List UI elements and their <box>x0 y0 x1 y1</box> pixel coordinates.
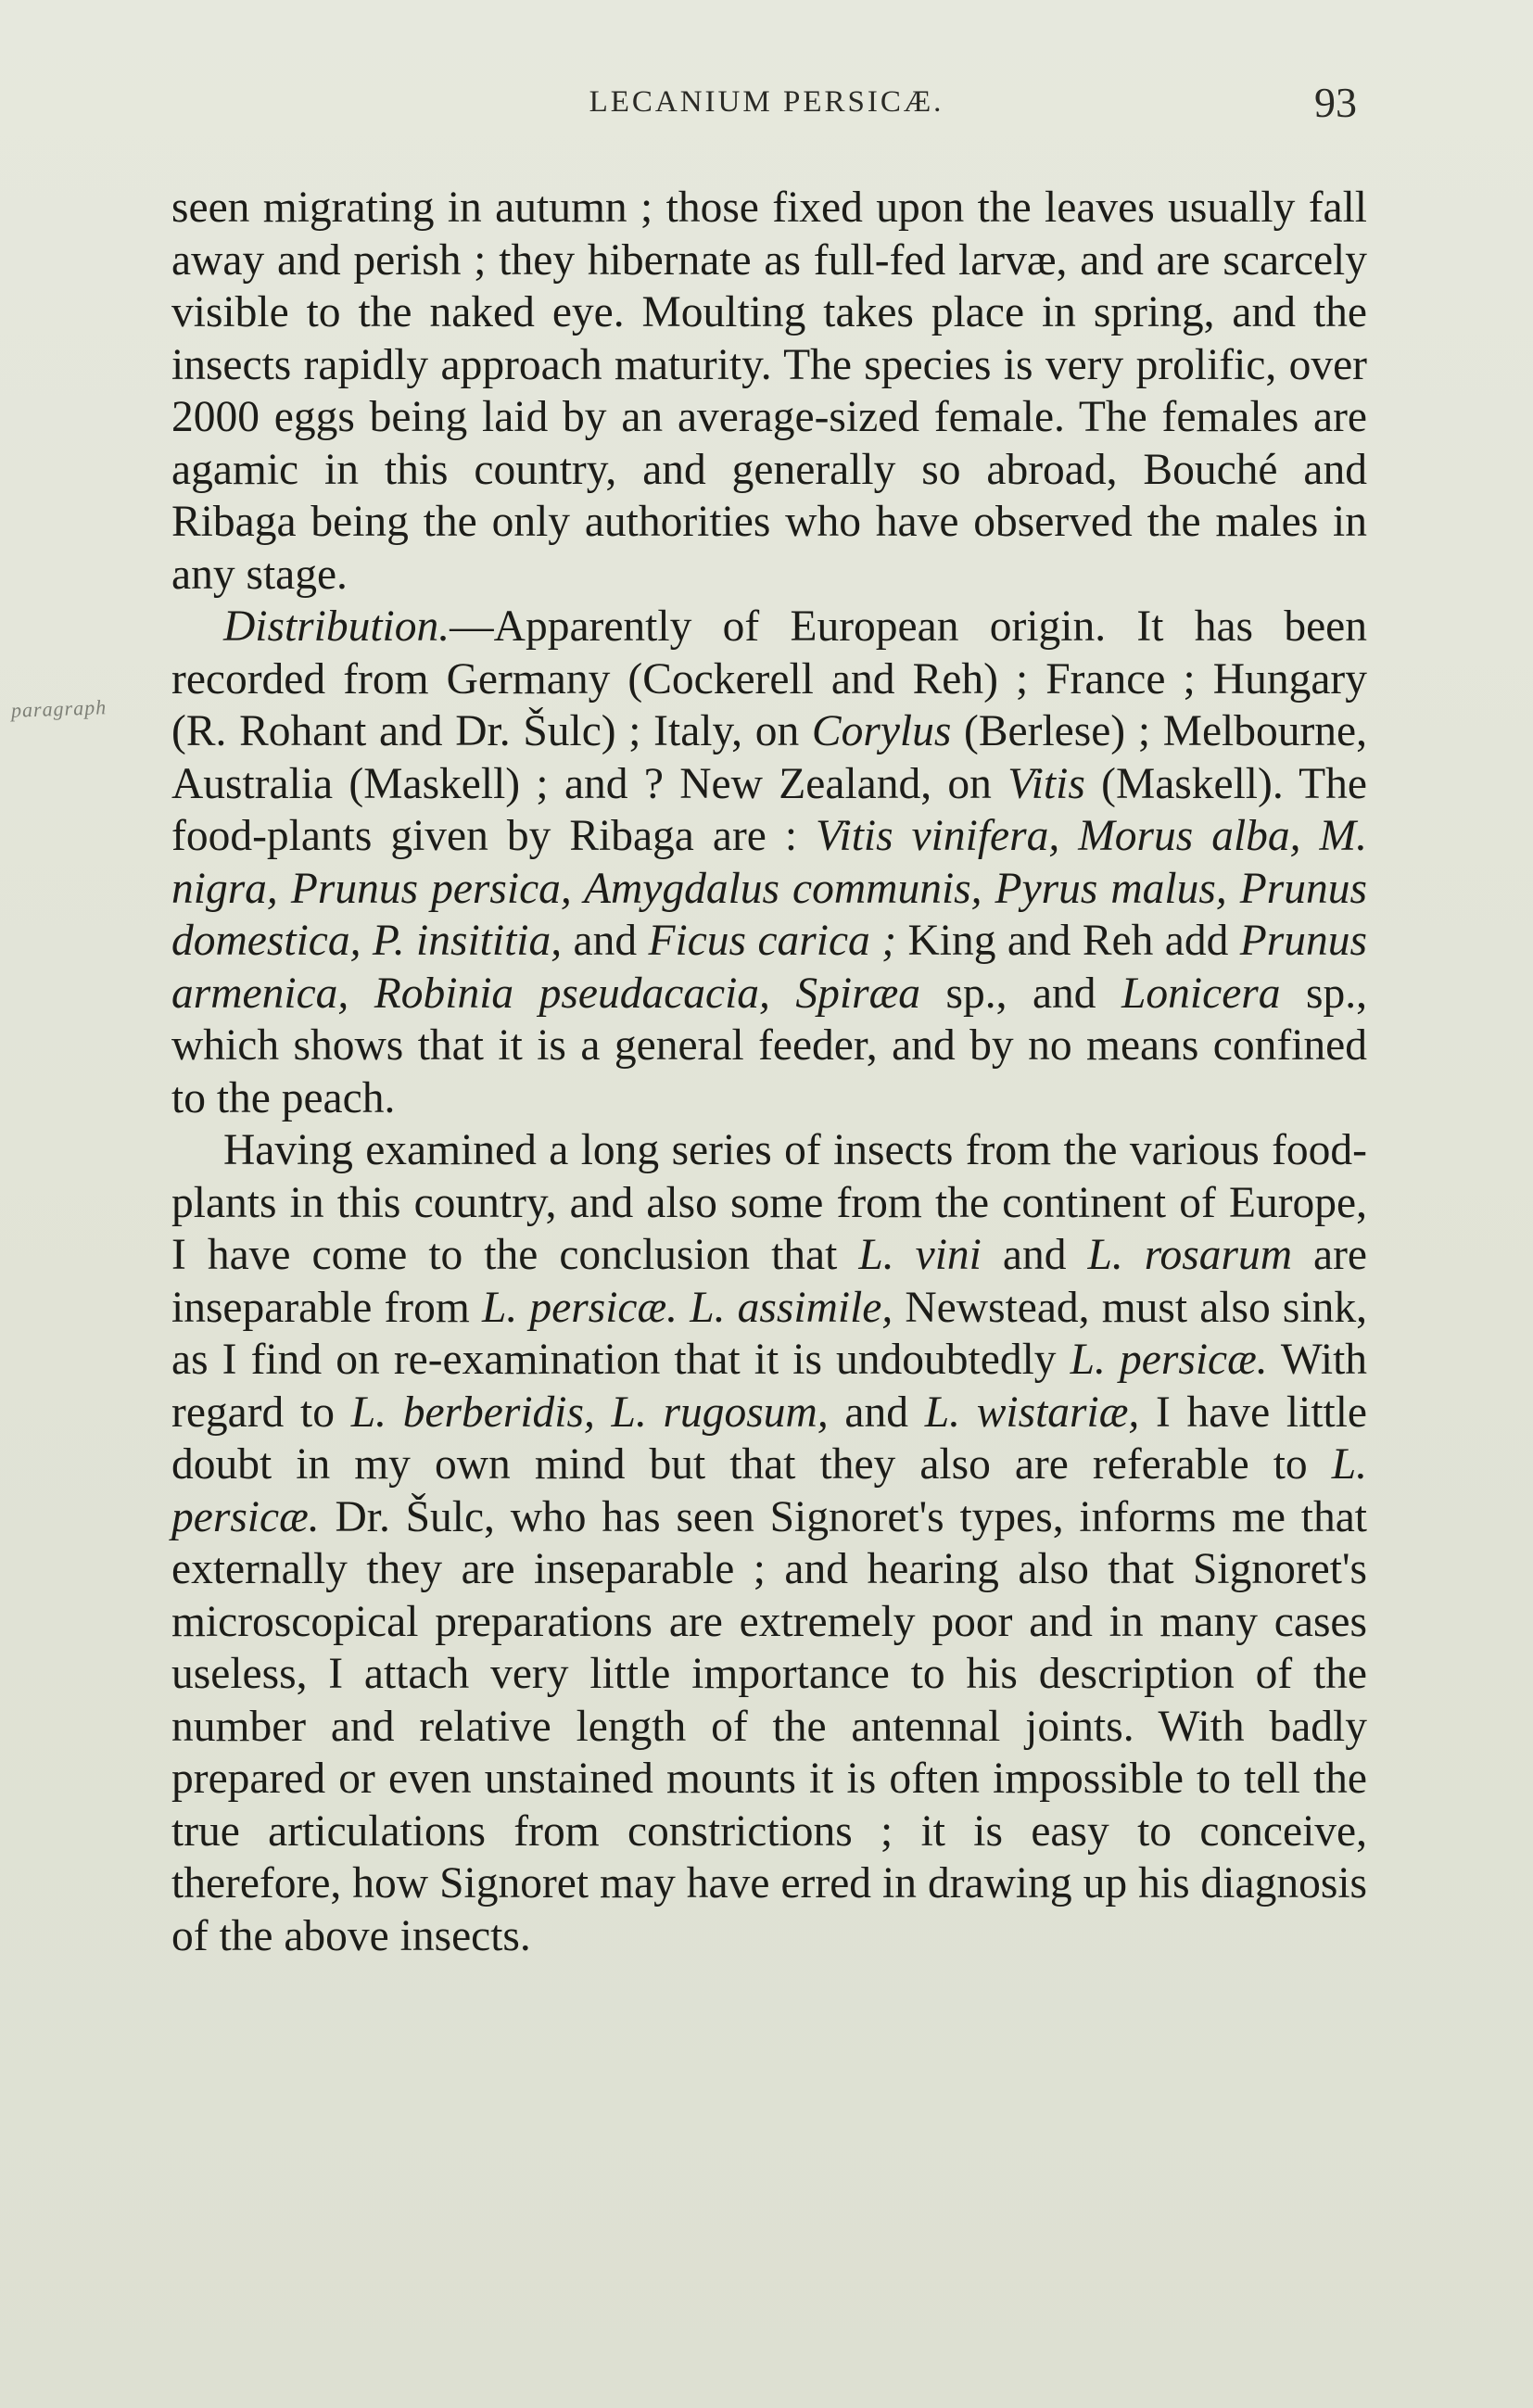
italic-text-run: L. wistariæ, <box>924 1388 1140 1437</box>
italic-text-run: Vitis vinifera, Morus alba, M. nigra, Prunus persica, Amygdalus communis, Pyrus malus, Prunus domestica, P. insititia, <box>171 812 1367 965</box>
text-run: Dr. Šulc, who has seen Signoret's types, informs me that externally they are inseparable ; and hearing also that Signoret's microscopical preparations are extremely poor and in many cases useless, I attach very little importance to his description of the number and relative length of the antennal joints. With badly prepared or even unstained mounts it is often impossible to tell the true articulations from constrictions ; it is easy to conceive, therefore, how Signoret may have erred in drawing up his diagnosis of the above insects. <box>171 1492 1367 1960</box>
paragraph-synonymy <box>171 1124 1367 1962</box>
paragraph-life-history <box>171 182 1367 601</box>
italic-text-run: Corylus <box>811 707 952 755</box>
italic-text-run: L. vini <box>858 1231 982 1279</box>
paragraph-distribution <box>171 601 1367 1124</box>
body-text <box>171 182 1367 1962</box>
italic-text-run: L. persicæ. <box>1070 1336 1268 1384</box>
text-run: sp., and <box>920 969 1122 1018</box>
text-run: Having examined a long series of insects from the various food-plants in this country, and also some from the continent of Europe, I have come to the conclusion that <box>171 1126 1367 1279</box>
italic-text-run: Ficus carica ; <box>648 917 897 965</box>
text-run: With regard to <box>171 1336 1368 1437</box>
text-run: King and Reh add <box>896 917 1240 965</box>
italic-text-run: Lonicera <box>1121 969 1281 1018</box>
text-run: seen migrating in autumn ; those fixed upon the leaves usually fall away and perish ; they hibernate as full-fed larvæ, and are scarcely visible to the naked eye. Moulting takes place in spring, and the insects rapidly approach maturity. The species is very prolific, over 2000 eggs being laid by an average-sized female. The females are agamic in this country, and generally so abroad, Bouché and Ribaga being the only authorities who have observed the males in any stage. <box>171 184 1367 599</box>
text-run: —Apparently of European origin. It has been recorded from Germany (Cockerell and Reh) ; France ; Hungary (R. Rohant and Dr. Šulc) ; Italy, on <box>171 602 1367 755</box>
text-run: (Maskell). The food-plants given by Ribaga are : <box>171 759 1368 860</box>
text-run: sp., which shows that it is a general feeder, and by no means confined to the peach. <box>171 969 1367 1122</box>
italic-text-run: Prunus armenica, Robinia pseudacacia, Spiræa <box>171 917 1367 1018</box>
italic-text-run: L. rosarum <box>1087 1231 1293 1279</box>
text-run: are inseparable from <box>171 1231 1367 1332</box>
italic-text-run: Distribution. <box>223 602 450 651</box>
text-run: (Berlese) ; Melbourne, Australia (Maskell) ; and ? New Zealand, on <box>171 707 1368 808</box>
text-run: Newstead, must also sink, as I find on re-examination that it is undoubtedly <box>171 1283 1367 1384</box>
text-run: I have little doubt in my own mind but that they also are referable to <box>171 1388 1367 1489</box>
italic-text-run: L. persicæ. L. assimile, <box>481 1283 893 1332</box>
italic-text-run: L. berberidis, L. rugosum, <box>350 1388 829 1437</box>
running-head-title: LECANIUM PERSICÆ. <box>589 85 944 119</box>
text-run: and <box>562 917 649 965</box>
text-run: and <box>981 1231 1088 1279</box>
italic-text-run: L. persicæ. <box>171 1440 1367 1541</box>
handwritten-margin-note: paragraph <box>10 695 108 722</box>
text-run: and <box>828 1388 925 1437</box>
italic-text-run: Vitis <box>1007 759 1085 808</box>
page-number: 93 <box>1314 79 1357 126</box>
